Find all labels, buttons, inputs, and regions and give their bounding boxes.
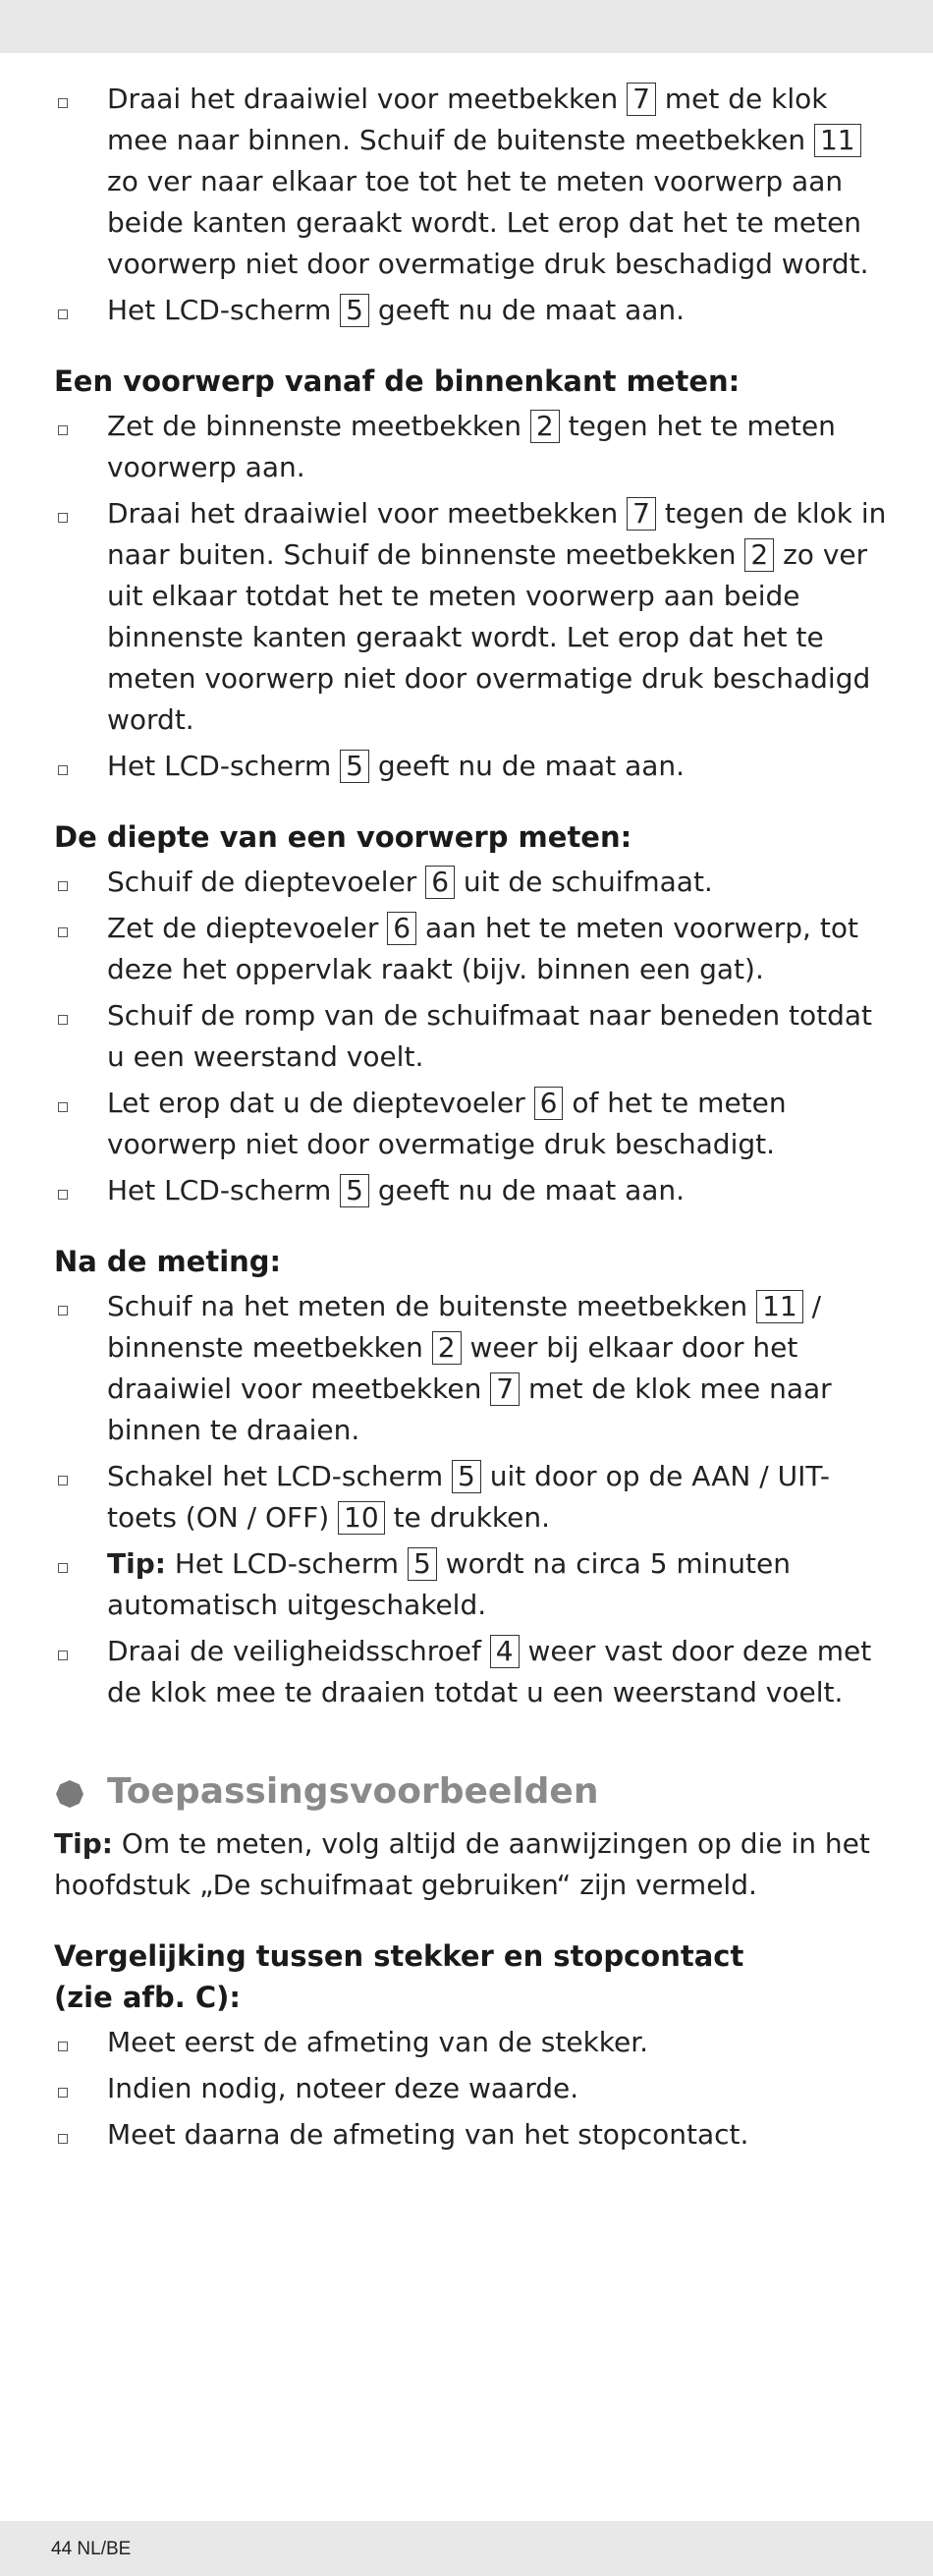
item-text: Indien nodig, noteer deze waarde.	[107, 2072, 579, 2104]
item-text: Meet eerst de afmeting van de stekker.	[107, 2026, 649, 2058]
part-ref: 6	[387, 912, 416, 945]
list-item	[54, 1286, 894, 1451]
part-ref: 5	[452, 1460, 481, 1493]
item-text: aan het te meten voorwerp, tot deze het oppervlak raakt (bijv. binnen een gat).	[107, 912, 858, 985]
list-item	[54, 1631, 894, 1713]
item-text: Zet de dieptevoeler	[107, 912, 388, 944]
section-title	[54, 1764, 894, 1820]
part-ref: 7	[627, 83, 656, 116]
item-text: of het te meten voorwerp niet door overmatige druk beschadigt.	[107, 1087, 787, 1160]
item-text: Draai de veiligheidsschroef	[107, 1635, 490, 1667]
item-text: geeft nu de maat aan.	[368, 750, 686, 782]
item-text: Het LCD-scherm	[107, 294, 341, 326]
item-text: uit de schuifmaat.	[455, 866, 713, 898]
list-item	[54, 746, 894, 787]
list-item	[54, 1543, 894, 1626]
item-text: met de klok mee naar binnen te draaien.	[107, 1372, 832, 1446]
checkbox-bullet-icon	[58, 2042, 68, 2051]
item-text: met de klok mee naar binnen. Schuif de buitenste meetbekken	[107, 83, 828, 156]
list-item	[54, 862, 894, 903]
part-ref: 6	[534, 1087, 564, 1120]
list-item	[54, 2114, 894, 2156]
item-text: / binnenste meetbekken	[107, 1290, 822, 1364]
item-text: Schuif na het meten de buitenste meetbekken	[107, 1290, 757, 1322]
item-text: Let erop dat u de dieptevoeler	[107, 1087, 534, 1119]
part-ref: 5	[340, 1174, 369, 1207]
list-item	[54, 2068, 894, 2109]
part-ref: 11	[814, 124, 861, 157]
item-text: Zet de binnenste meetbekken	[107, 410, 530, 442]
list-item	[54, 1083, 894, 1165]
item-text: zo ver naar elkaar toe tot het te meten voorwerp aan beide kanten geraakt wordt. Let erop dat het te meten voorwerp niet door overmatige druk beschadigd wordt.	[107, 165, 869, 280]
list-item	[54, 406, 894, 488]
item-text: geeft nu de maat aan.	[368, 1174, 686, 1206]
list-item	[54, 908, 894, 990]
list-item	[54, 493, 894, 741]
item-text: Schuif de dieptevoeler	[107, 866, 426, 898]
checkbox-bullet-icon	[58, 1306, 68, 1316]
checkbox-bullet-icon	[58, 1015, 68, 1025]
checkbox-bullet-icon	[58, 1190, 68, 1200]
part-ref: 5	[340, 750, 369, 783]
heading-line: Vergelijking tussen stekker en stopcontact	[54, 1939, 744, 1973]
checkbox-bullet-icon	[58, 1476, 68, 1485]
heading-inside: Een voorwerp vanaf de binnenkant meten:	[54, 364, 741, 398]
item-text: Het LCD-scherm	[107, 750, 341, 782]
tip-label: Tip:	[54, 1827, 113, 1860]
checkbox-bullet-icon	[58, 881, 68, 891]
item-text: weer bij elkaar door het draaiwiel voor meetbekken	[107, 1331, 798, 1405]
page-content	[54, 79, 894, 2160]
item-text: tegen het te meten voorwerp aan.	[107, 410, 836, 483]
item-text: zo ver uit elkaar totdat het te meten voorwerp aan beide binnenste kanten geraakt wordt. Let erop dat het te meten voorwerp niet door overmatige druk beschadigd wordt.	[107, 538, 871, 736]
checkbox-bullet-icon	[58, 1563, 68, 1573]
tip-text: Om te meten, volg altijd de aanwijzingen op die in het hoofdstuk „De schuifmaat gebruiken“ zijn vermeld.	[54, 1827, 870, 1901]
part-ref: 11	[756, 1290, 803, 1323]
item-text: Het LCD-scherm	[107, 1174, 341, 1206]
heading-compare	[54, 1935, 894, 2018]
item-text: tegen de klok in naar buiten. Schuif de binnenste meetbekken	[107, 497, 887, 571]
item-text: wordt na circa 5 minuten automatisch uitgeschakeld.	[107, 1547, 791, 1621]
item-text: weer vast door deze met de klok mee te draaien totdat u een weerstand voelt.	[107, 1635, 872, 1708]
item-text: Draai het draaiwiel voor meetbekken	[107, 497, 628, 530]
part-ref: 10	[338, 1501, 385, 1535]
checkbox-bullet-icon	[58, 98, 68, 108]
part-ref: 2	[744, 538, 774, 572]
part-ref: 2	[530, 410, 560, 443]
checkbox-bullet-icon	[58, 2134, 68, 2144]
part-ref: 5	[340, 294, 369, 327]
part-ref: 7	[490, 1372, 520, 1406]
tip-paragraph	[54, 1823, 894, 1906]
part-ref: 7	[627, 497, 656, 531]
list-item	[54, 1170, 894, 1211]
list-item	[54, 290, 894, 331]
top-bar	[0, 0, 933, 53]
depth-list	[54, 862, 894, 1211]
checkbox-bullet-icon	[58, 2088, 68, 2098]
tip-label: Tip:	[107, 1547, 166, 1580]
item-text: uit door op de AAN / UIT-toets (ON / OFF)	[107, 1460, 830, 1534]
checkbox-bullet-icon	[58, 765, 68, 775]
checkbox-bullet-icon	[58, 309, 68, 319]
heading-depth: De diepte van een voorwerp meten:	[54, 820, 632, 854]
list-item	[54, 79, 894, 285]
section-title-text: Toepassingsvoorbeelden	[107, 1771, 599, 1812]
checkbox-bullet-icon	[58, 1651, 68, 1660]
intro-list	[54, 79, 894, 331]
page-number: 44 NL/BE	[51, 2539, 132, 2559]
heading-line: (zie afb. C):	[54, 1981, 242, 2014]
checkbox-bullet-icon	[58, 1102, 68, 1112]
item-text: Draai het draaiwiel voor meetbekken	[107, 83, 628, 115]
heading-after: Na de meting:	[54, 1245, 282, 1278]
item-text: Schakel het LCD-scherm	[107, 1460, 453, 1492]
list-item	[54, 995, 894, 1078]
part-ref: 4	[490, 1635, 520, 1668]
item-text: te drukken.	[384, 1501, 551, 1534]
footer-bar	[0, 2521, 933, 2576]
checkbox-bullet-icon	[58, 425, 68, 435]
compare-list	[54, 2022, 894, 2156]
inside-list	[54, 406, 894, 787]
after-list	[54, 1286, 894, 1713]
list-item	[54, 1456, 894, 1539]
item-text: Meet daarna de afmeting van het stopcontact.	[107, 2118, 749, 2151]
list-item	[54, 2022, 894, 2063]
part-ref: 2	[432, 1331, 462, 1365]
item-text: geeft nu de maat aan.	[368, 294, 686, 326]
item-text: Het LCD-scherm	[165, 1547, 408, 1580]
item-text: Schuif de romp van de schuifmaat naar beneden totdat u een weerstand voelt.	[107, 999, 873, 1073]
checkbox-bullet-icon	[58, 513, 68, 523]
section-bullet-icon	[56, 1780, 83, 1808]
checkbox-bullet-icon	[58, 927, 68, 937]
part-ref: 5	[408, 1547, 437, 1581]
part-ref: 6	[425, 866, 455, 899]
